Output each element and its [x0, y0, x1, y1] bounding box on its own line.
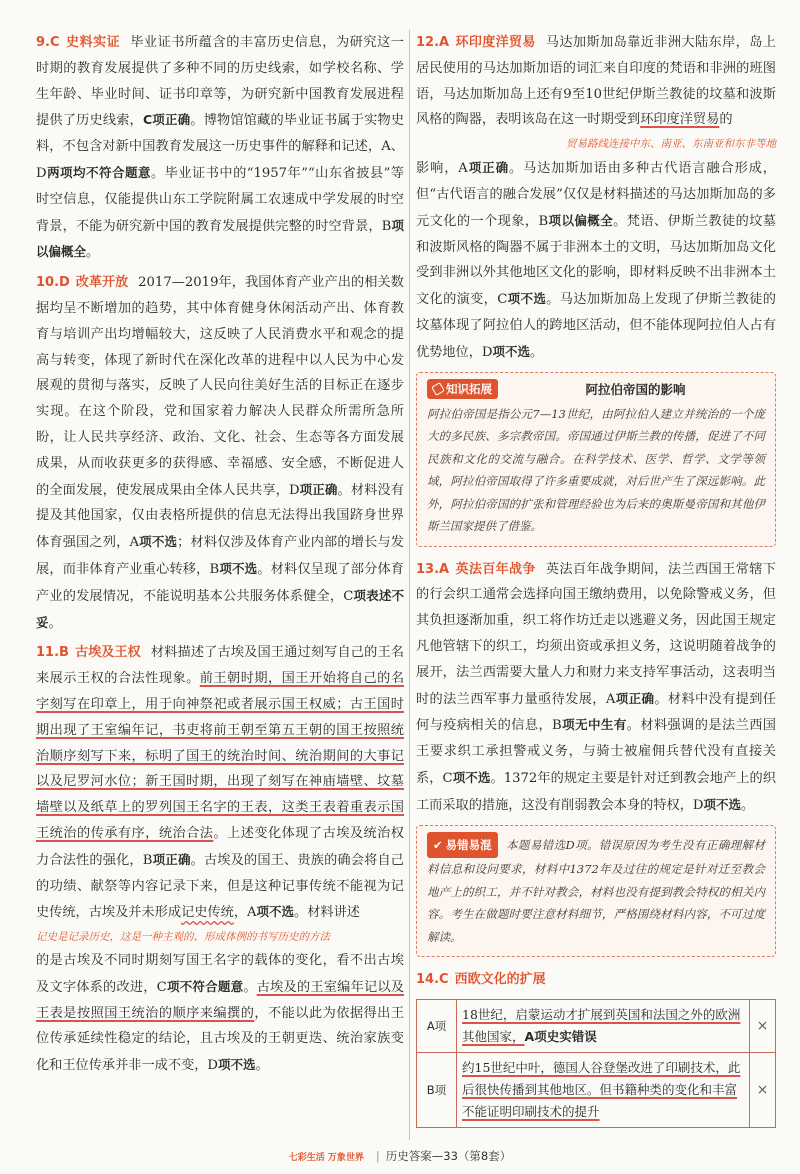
answer-text: 。材料没有提及其他国家，仅由表格所提供的信息无法得出我国跻身世界体育强国之列，A — [36, 482, 404, 551]
answer-text: 。材料仅呈现了部分体育产业的发展情况，不能说明基本公共服务体系健全，C — [36, 561, 404, 604]
question-number: 13.A — [416, 561, 450, 577]
answer-text: 的 — [719, 112, 733, 128]
underlined-text: 环印度洋贸易 — [640, 112, 720, 128]
answer-13 — [416, 557, 776, 819]
table-row — [417, 999, 776, 1052]
answer-10 — [36, 270, 404, 636]
option-text — [457, 999, 750, 1052]
answer-verdict: 项表述不妥 — [36, 587, 404, 630]
box-title: 阿拉伯帝国的影响 — [585, 381, 686, 397]
answer-text: 。材料讲述 — [294, 905, 360, 921]
box-text — [427, 832, 765, 949]
answer-verdict: 项正确 — [615, 690, 655, 706]
knowledge-extension-box — [416, 372, 776, 547]
answer-text: 。 — [243, 979, 257, 995]
answer-verdict: 项不符合题意 — [166, 978, 244, 994]
answer-verdict: 项正确 — [467, 160, 509, 176]
question-topic: 古埃及王权 — [74, 645, 141, 661]
answer-12 — [416, 30, 776, 366]
option-text — [457, 1052, 750, 1127]
answer-11 — [36, 640, 404, 1079]
answer-text: 。梵语、伊斯兰教徒的坟墓和波斯风格的陶器不属于非洲本土的文明，马达加斯加岛文化受到非洲以外其他地区文化的影响，即材料反映不出非洲本土文化的演变，C — [416, 213, 776, 308]
answer-text: 。马达加斯加语由多种古代语言融合形成，但“古代语言的融合发展”仅仅是材料描述的马达加斯加岛的多元文化的一个现象，B — [416, 161, 776, 229]
options-table — [416, 999, 776, 1128]
answer-verdict: 项不选 — [452, 769, 491, 785]
answer-text: 。 — [48, 615, 62, 631]
left-column — [36, 30, 404, 1083]
box-text: 阿拉伯帝国是指公元7—13世纪，由阿拉伯人建立并统治的一个庞大的多民族、多宗教帝国。帝国通过伊斯兰教的传播，促进了不同民族和文化的交流与融合。在科学技术、医学、哲学、文学等领域，阿拉伯帝国取得了许多重要成就，对后世产生了深远影响。此外，阿拉伯帝国的扩张和管理经验也为后来的奥斯曼帝国和其他伊斯兰国家提供了借鉴。 — [427, 406, 765, 534]
question-number: 11.B — [36, 645, 69, 661]
pen-icon — [431, 382, 445, 396]
answer-text: ，A — [233, 905, 257, 921]
answer-verdict: 项正确 — [152, 851, 191, 867]
answer-verdict: 项正确 — [299, 481, 338, 497]
question-number: 12.A — [416, 35, 450, 50]
answer-verdict: 项不选 — [256, 904, 295, 920]
table-row — [417, 1052, 776, 1127]
answer-text: 马达加斯加岛靠近非洲大陆东岸，岛上居民使用的马达加斯加语的词汇来自印度的梵语和非洲的班图语，马达加斯加岛上还有9至10世纪伊斯兰教徒的坟墓和波斯风格的陶器，表明该岛在这一时期受到 — [416, 35, 776, 128]
answer-verdict: 项不选 — [218, 1057, 256, 1073]
answer-verdict: C项正确 — [142, 112, 191, 128]
answer-14-header — [416, 967, 776, 993]
answer-text: 。 — [741, 797, 755, 813]
answer-text: 。博物馆馆藏的毕业证书属于实物史料，不包含对新中国教育发展这一历史事件的解释和记述，A、D — [36, 113, 405, 181]
answer-text: 的是古埃及不同时期刻写国王名字的载体的变化，看不出古埃及文字体系的改进，C — [36, 953, 404, 995]
answer-verdict: 项不选 — [703, 796, 742, 812]
box-tag-label: 易错易混 — [445, 837, 492, 852]
answer-verdict: 两项均不符合题意 — [46, 164, 151, 180]
answer-9 — [36, 30, 404, 266]
answer-verdict: 项不选 — [139, 534, 178, 550]
answer-verdict: 项以偏概全 — [36, 217, 404, 260]
answer-text: 材料描述了古埃及国王通过刻写自己的王名来展示王权的合法性现象。 — [36, 645, 404, 687]
answer-text: 。马达加斯加岛上发现了伊斯兰教徒的坟墓体现了阿拉伯人的跨地区活动，但不能体现阿拉伯人占有优势地位，D — [416, 292, 776, 360]
box-tag-label: 知识拓展 — [446, 381, 492, 396]
box-header — [427, 379, 765, 399]
option-label: B项 — [417, 1052, 457, 1127]
answer-text: 。材料中没有提到任何与疫病相关的信息，B — [416, 691, 776, 734]
answer-verdict: 项不选 — [492, 343, 531, 359]
answer-text: 毕业证书所蕴含的丰富历史信息，为研究这一时期的教育发展提供了多种不同的历史线索，如学校名称、学生年龄、毕业时间、证书印章等，为研究新中国教育发展进程提供了历史线索， — [36, 35, 404, 129]
question-topic: 环印度洋贸易 — [455, 35, 536, 50]
answer-text: 。毕业证书中的“1957年”“山东省披县”等时空信息，仅能提供山东工学院附属工农速成中学发展的时空背景，不能为研究新中国的教育发展提供完整的时空背景，B — [36, 165, 404, 234]
underlined-text: 前王朝时期，国王开始将自己的名字刻写在印章上，用于向神祭祀或者展示国王权威；古王国时期出现了王室编年记，书吏将前王朝至第五王朝的国王按照统治顺序刻写下来，标明了国王的统治时间、统治期间的大事记以及尼罗河水位；新王国时期，出现了刻写在神庙墙壁、坟墓墙壁以及纸草上的罗列国王名字的王表，这类王表着重表示国王统治的传承有序，统治合法 — [36, 671, 405, 841]
question-number: 14.C — [416, 972, 449, 988]
option-text-body: 18世纪，启蒙运动才扩展到英国和法国之外的欧洲其他国家， — [462, 1006, 741, 1044]
handwritten-note: 记史是记录历史，这是一种主观的、形成体例的书写历史的方法 — [36, 931, 330, 944]
box-body: 本题易错选D项。错误原因为考生没有正确理解材料信息和设问要求，材料中1372年及过往的规定是针对迁至教会地产上的织工，并不针对教会，材料也没有提到教会特权的相关内容。考生在做题时要注意材料细节，严格围绕材料内容，不可过度解读。 — [427, 837, 765, 944]
question-topic: 西欧文化的扩展 — [454, 972, 546, 988]
footer-separator: | — [375, 1149, 380, 1163]
column-divider — [409, 30, 410, 1140]
answer-text: 2017—2019年，我国体育产业产出的相关数据均呈不断增加的趋势，其中体育健身休闲活动产出、体育教育与培训产出均增幅较大，这反映了人民消费水平和观念的提高与转变，体现了新时代在深化改革的进程中以人民为中心发展观的贯彻与落实，反映了人民向往美好生活的目标正在逐步实现。在这个阶段，党和国家着力解决人民群众所需所急所盼，让人民共享经济、政治、文化、社会、生态等各方面发展成果，从而收获更多的获得感、幸福感、安全感，不断促进人的全面发展，使发展成果由全体人民共享，D — [36, 275, 404, 498]
answer-verdict: 项以偏概全 — [548, 212, 614, 228]
answer-text: 。 — [530, 344, 544, 360]
check-icon: ✔ — [433, 837, 443, 852]
answer-text: ；材料仅涉及体育产业内部的增长与发展，而非体育产业重心转移，B — [36, 535, 404, 577]
option-text-body: 约15世纪中叶，德国人谷登堡改进了印刷技术，此后很快传播到其他地区。但书籍种类的变化和丰富不能证明印刷技术的提升 — [462, 1059, 741, 1119]
right-column — [416, 30, 776, 1128]
answer-text: 。材料强调的是法兰西国王要求织工承担警戒义务，与骑士被雇佣兵替代没有直接关系，C — [416, 718, 776, 786]
page-number: 历史答案—33（第8套） — [385, 1149, 512, 1163]
answer-text: 。 — [255, 1058, 269, 1074]
question-topic: 英法百年战争 — [455, 561, 536, 577]
handwritten-note: 贸易路线连接中东、南亚、东南亚和东非等地 — [566, 138, 776, 151]
option-label: A项 — [417, 999, 457, 1052]
common-mistake-box — [416, 825, 776, 958]
answer-text: ，不能以此为依据得出王位传承延续性稳定的结论，且古埃及的王朝更迭、统治家族变化和王位传承并非一成不变，D — [36, 1005, 405, 1074]
answer-text: 。古埃及的国王、贵族的确会将自己的功绩、献祭等内容记录下来，但是这种记事传统不能视为记史传统，古埃及并未形成 — [36, 852, 404, 921]
answer-text: 。1372年的规定主要是针对迁到教会地产上的织工而采取的措施，这没有削弱教会本身的特权，D — [416, 770, 776, 813]
answer-text: 英法百年战争期间，法兰西国王常辖下的行会织工通常会选择向国王缴纳费用，以免除警戒义务，但其负担逐渐加重，织工将作坊迁走以逃避义务，因此国王规定凡他管辖下的织工，均须出资或承担义务，这说明随着战争的展开，法兰西需要大量人力和财力来支持军事活动，这表明当时的法兰西军事力量亟待发展，A — [416, 561, 776, 707]
publisher-logo: 七彩生活 万象世界 — [288, 1153, 364, 1163]
answer-text: 影响，A — [416, 161, 468, 177]
underlined-text: 古埃及的王室编年记以及王表是按照国王统治的顺序来编撰的 — [36, 979, 405, 1021]
question-number: 9.C — [36, 35, 60, 50]
underlined-text: 记史传统 — [181, 905, 234, 921]
box-tag — [427, 832, 498, 859]
answer-verdict: 项无中生有 — [561, 717, 627, 733]
cross-mark-icon: × — [750, 1052, 776, 1127]
question-number: 10.D — [36, 275, 70, 291]
answer-verdict: 项不选 — [507, 291, 547, 307]
cross-mark-icon: × — [750, 999, 776, 1052]
question-topic: 史料实证 — [65, 35, 121, 50]
answer-text: 。 — [86, 245, 100, 261]
answer-text: 。上述变化体现了古埃及统治权力合法性的强化，B — [36, 825, 404, 868]
answer-verdict: 项不选 — [219, 560, 258, 576]
question-topic: 改革开放 — [75, 275, 129, 291]
answer-verdict: A项史实错误 — [524, 1028, 597, 1044]
page-footer — [0, 1148, 800, 1164]
box-tag — [427, 379, 498, 399]
